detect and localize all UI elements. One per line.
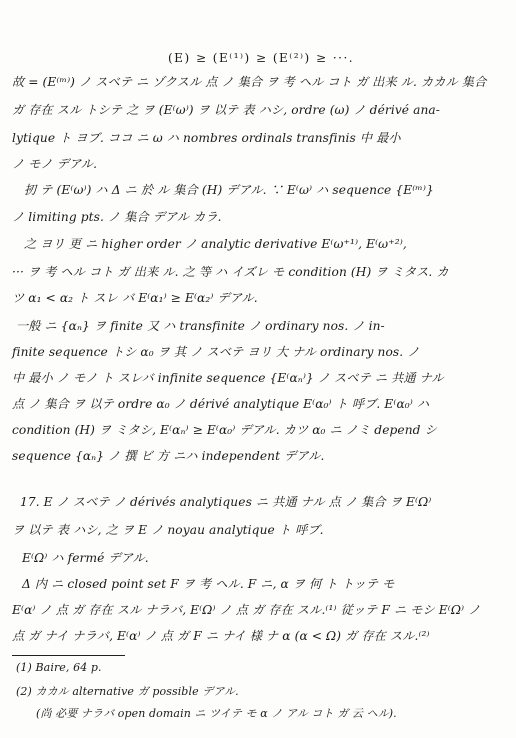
text-line: ツ α₁ < α₂ ト スレ バ E⁽α₁⁾ ≥ E⁽α₂⁾ デアル. xyxy=(12,291,258,305)
text-line: 一般 ニ {αₙ} ヲ finite 又 ハ transfinite ノ ordinary nos. ノ in- xyxy=(16,319,385,333)
text-line: 点 ガ ナイ ナラバ, E⁽α⁾ ノ 点 ガ F ニ ナイ 様 ナ α (α < Ω) ガ 存在 スル.⁽²⁾ xyxy=(12,629,430,643)
text-line: ヲ 以テ 表 ハシ, 之 ヲ E ノ noyau analytique ト 呼ブ. xyxy=(12,523,324,537)
text-line: 点 ノ 集合 ヲ 以テ ordre α₀ ノ dérivé analytique E⁽α₀⁾ ト 呼ブ. E⁽α₀⁾ ハ xyxy=(12,397,430,411)
text-line: Δ 内 ニ closed point set F ヲ 考 ヘル. F ニ, α ヲ 何 ト トッテ モ xyxy=(22,577,395,591)
text-line: ノ limiting pts. ノ 集合 デアル カラ. xyxy=(12,210,222,224)
text-line: condition (H) ヲ ミタシ, E⁽αₙ⁾ ≥ E⁽α₀⁾ デアル. カツ α₀ ニ ノミ depend シ xyxy=(12,423,437,437)
text-line: 扨 テ (E⁽ω⁾) ハ Δ ニ 於 ル 集合 (H) デアル. ∵ E⁽ω⁾ ハ sequence {E⁽ᵐ⁾} xyxy=(24,183,434,197)
footnote: (尚 必要 ナラバ open domain ニ ツイテ モ α ノ アル コト ガ 云 ヘル). xyxy=(36,707,397,720)
text-line: ··· ヲ 考 ヘル コト ガ 出来 ル. 之 等 ハ イズレ モ condition (H) ヲ ミタス. カ xyxy=(12,265,449,279)
text-line: ガ 存在 スル トシテ 之 ヲ (E⁽ω⁾) ヲ 以テ 表 ハシ, ordre (ω) ノ dérivé ana- xyxy=(12,103,440,117)
section-17-heading-line: 17. E ノ スベテ ノ dérivés analytiques ニ 共通 ナル 点 ノ 集合 ヲ E⁽Ω⁾ xyxy=(20,495,432,509)
text-line: 中 最小 ノ モノ ト スレバ infinite sequence {E⁽αₙ⁾} ノ スベテ ニ 共通 ナル xyxy=(12,371,444,385)
footnote-rule xyxy=(12,655,125,656)
text-line: 故 = (E⁽ᵐ⁾) ノ スベテ ニ ゾクスル 点 ノ 集合 ヲ 考 ヘル コト ガ 出来 ル. カカル 集合 xyxy=(12,75,487,89)
text-line: ノ モノ デアル. xyxy=(12,157,98,171)
footnote: (2) カカル alternative ガ possible デアル. xyxy=(16,685,239,698)
footnote: (1) Baire, 64 p. xyxy=(16,661,102,674)
text-line: finite sequence トシ α₀ ヲ 其 ノ スベテ ヨリ 大 ナル ordinary nos. ノ xyxy=(12,345,420,359)
text-line: E⁽α⁾ ノ 点 ガ 存在 スル ナラバ, E⁽Ω⁾ ノ 点 ガ 存在 スル.⁽¹⁾ 従ッテ F ニ モシ E⁽Ω⁾ ノ xyxy=(12,603,481,617)
inequality-chain: (E) ≥ (E⁽¹⁾) ≥ (E⁽²⁾) ≥ ···. xyxy=(168,51,355,65)
text-line: E⁽Ω⁾ ハ fermé デアル. xyxy=(22,551,149,565)
text-line: sequence {αₙ} ノ 撰 ビ 方 ニハ independent デアル. xyxy=(12,449,325,463)
text-line: lytique ト ヨブ. ココ ニ ω ハ nombres ordinals transfinis 中 最小 xyxy=(12,131,401,145)
text-line: 之 ヨリ 更 ニ higher order ノ analytic derivative E⁽ω⁺¹⁾, E⁽ω⁺²⁾, xyxy=(24,237,407,251)
